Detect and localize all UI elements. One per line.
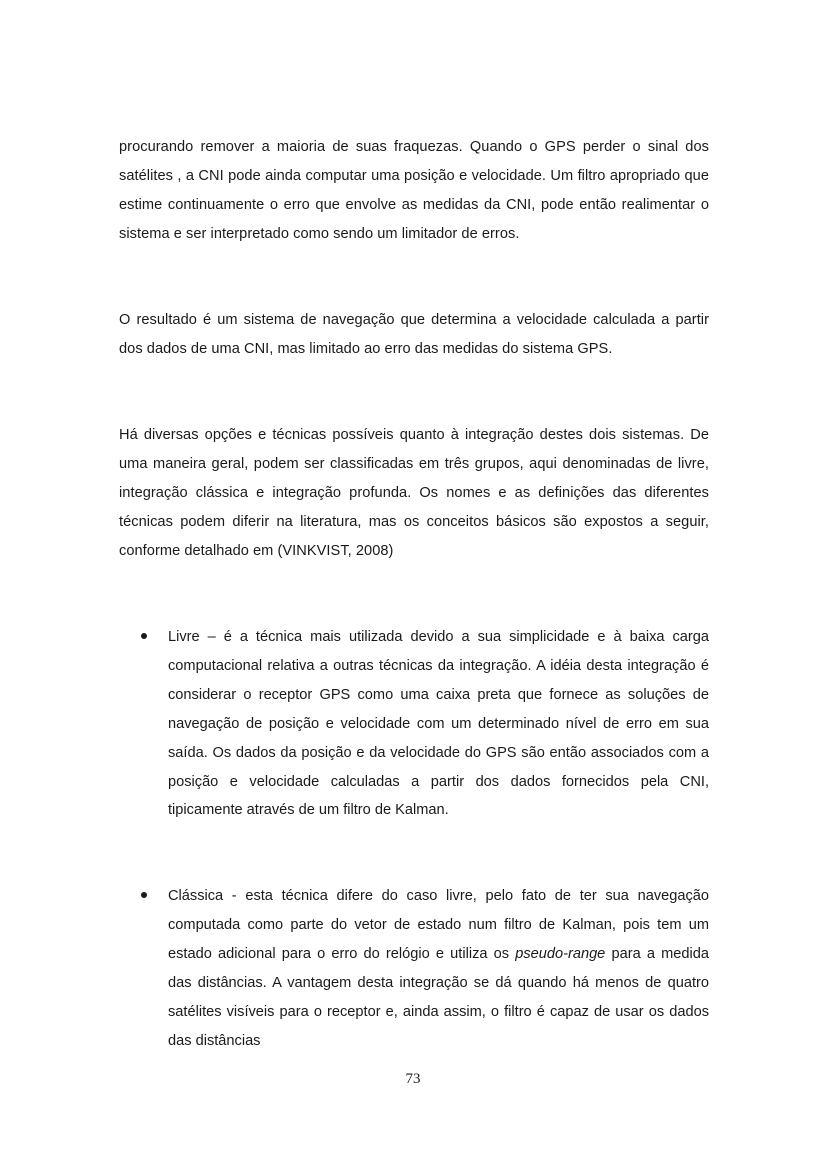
paragraph-1: procurando remover a maioria de suas fraquezas. Quando o GPS perder o sinal dos satélites , a CNI pode ainda computar uma posição e velocidade. Um filtro apropriado que estime continuamente o erro que envolve as medidas da CNI, pode então realimentar o sistema e ser interpretado como sendo um limitador de erros. <box>119 139 709 242</box>
page-number: 73 <box>405 1071 421 1087</box>
classica-text-start: Clássica - esta técnica difere do caso livre, pelo fato de ter sua navegação computada como parte do vetor de estado num filtro de Kalman, pois tem um estado adicional para o erro do relógio e utiliza os <box>168 888 709 962</box>
classica-italic-term: pseudo-range <box>515 945 606 962</box>
bullet-text-classica <box>168 882 709 1055</box>
bullet-icon <box>141 633 147 639</box>
bullet-icon <box>141 892 147 898</box>
paragraph-2: O resultado é um sistema de navegação que determina a velocidade calculada a partir dos dados de uma CNI, mas limitado ao erro das medidas do sistema GPS. <box>119 312 709 357</box>
paragraph-3: Há diversas opções e técnicas possíveis quanto à integração destes dois sistemas. De uma maneira geral, podem ser classificadas em três grupos, aqui denominadas de livre, integração clássica e integração profunda. Os nomes e as definições das diferentes técnicas podem diferir na literatura, mas os conceitos básicos são expostos a seguir, conforme detalhado em (VINKVIST, 2008) <box>119 427 709 559</box>
bullet-text-livre: Livre – é a técnica mais utilizada devido a sua simplicidade e à baixa carga computacional relativa a outras técnicas da integração. A idéia desta integração é considerar o receptor GPS como uma caixa preta que fornece as soluções de navegação de posição e velocidade com um determinado nível de erro em sua saída. Os dados da posição e da velocidade do GPS são então associados com a posição e velocidade calculadas a partir dos dados fornecidos pela CNI, tipicamente através de um filtro de Kalman. <box>168 629 709 819</box>
classica-text-end: para a medida das distâncias. A vantagem desta integração se dá quando há menos de quatro satélites visíveis para o receptor e, ainda assim, o filtro é capaz de usar os dados das distâncias <box>168 945 709 1049</box>
